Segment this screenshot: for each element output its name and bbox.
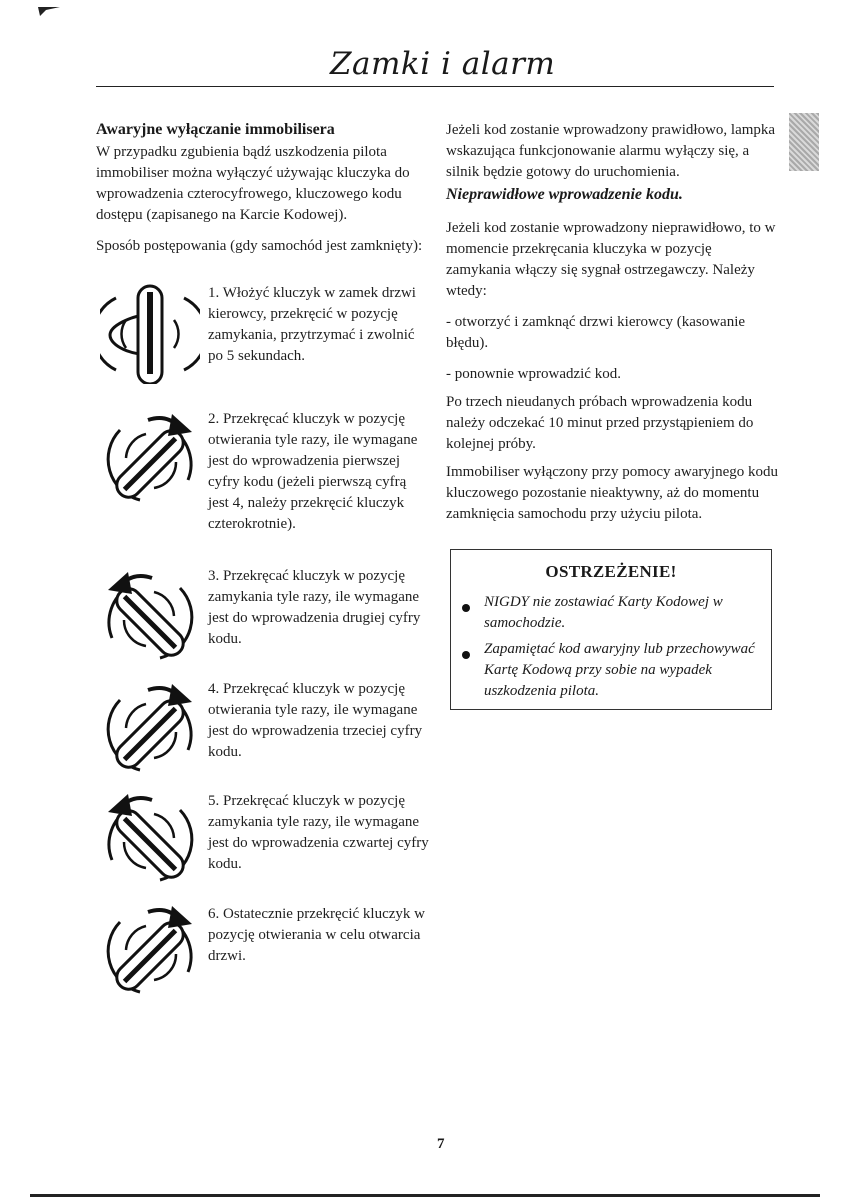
warning-title: OSTRZEŻENIE!: [545, 562, 677, 581]
section-thumb-tab: [789, 113, 819, 171]
incorrect-code-heading: Nieprawidłowe wprowadzenie kodu.: [446, 186, 683, 203]
procedure-label: Sposób postępowania (gdy samochód jest zamknięty):: [96, 238, 423, 254]
step-4-text: 4. Przekręcać kluczyk w pozycję otwierania tyle razy, ile wymagane jest do wprowadzenia trzeciej cyfry kodu.: [208, 681, 423, 760]
key-turn-open-icon: [100, 408, 200, 508]
key-turn-open-icon: [100, 900, 200, 1000]
action-reset-error: - otworzyć i zamknąć drzwi kierowcy (kasowanie błędu).: [446, 314, 746, 351]
page-number: 7: [437, 1136, 445, 1152]
section-heading: Awaryjne wyłączanie immobilisera: [96, 121, 335, 138]
warning-box: [450, 549, 772, 710]
correct-code-paragraph: Jeżeli kod zostanie wprowadzony prawidłowo, lampka wskazująca funkcjonowanie alarmu wyłączy się, a silnik będzie gotowy do uruchomienia.: [446, 122, 776, 180]
warning-item-text: Zapamiętać kod awaryjny lub przechowywać Kartę Kodową przy sobie na wypadek uszkodzenia pilota.: [484, 641, 755, 699]
action-reenter-code: - ponownie wprowadzić kod.: [446, 366, 621, 382]
step-6-text: 6. Ostatecznie przekręcić kluczyk w pozycję otwierania w celu otwarcia drzwi.: [208, 906, 425, 964]
page-title: Zamki i alarm: [330, 46, 556, 82]
corner-mark: [36, 4, 62, 18]
bullet-icon: [462, 651, 470, 659]
retry-note: Po trzech nieudanych próbach wprowadzenia kodu należy odczekać 10 minut przed przystąpieniem do kolejnej próby.: [446, 394, 754, 452]
key-turn-open-icon: [100, 678, 200, 778]
key-turn-lock-icon: [100, 788, 200, 888]
inactive-note: Immobiliser wyłączony przy pomocy awaryjnego kodu kluczowego pozostanie nieaktywny, aż do momentu zamknięcia samochodu przy użyciu pilota.: [446, 464, 778, 522]
bullet-icon: [462, 604, 470, 612]
step-1-text: 1. Włożyć kluczyk w zamek drzwi kierowcy, przekręcić w pozycję zamykania, przytrzymać i zwolnić po 5 sekundach.: [208, 285, 416, 364]
key-turn-lock-icon: [100, 566, 200, 666]
intro-paragraph: W przypadku zgubienia bądź uszkodzenia pilota immobiliser można wyłączyć używając kluczyka do wprowadzenia czterocyfrowego, kluczowego kodu dostępu (zapisanego na Karcie Kodowej).: [96, 144, 410, 223]
step-2-text: 2. Przekręcać kluczyk w pozycję otwierania tyle razy, ile wymagane jest do wprowadzenia pierwszej cyfry kodu (jeżeli pierwszą cyfrą jest 4, należy przekręcić kluczyk czterokrotnie).: [208, 411, 418, 532]
key-insert-icon: [100, 284, 200, 384]
step-5-text: 5. Przekręcać kluczyk w pozycję zamykania tyle razy, ile wymagane jest do wprowadzenia czwartej cyfry kodu.: [208, 793, 429, 872]
bottom-rule: [30, 1194, 820, 1197]
step-3-text: 3. Przekręcać kluczyk w pozycję zamykania tyle razy, ile wymagane jest do wprowadzenia drugiej cyfry kodu.: [208, 568, 421, 647]
incorrect-code-paragraph: Jeżeli kod zostanie wprowadzony nieprawidłowo, to w momencie przekręcania kluczyka w pozycję zamykania włączy się sygnał ostrzegawczy. Należy wtedy:: [446, 220, 776, 299]
warning-item-text: NIGDY nie zostawiać Karty Kodowej w samochodzie.: [484, 594, 723, 631]
title-rule: [96, 86, 774, 87]
